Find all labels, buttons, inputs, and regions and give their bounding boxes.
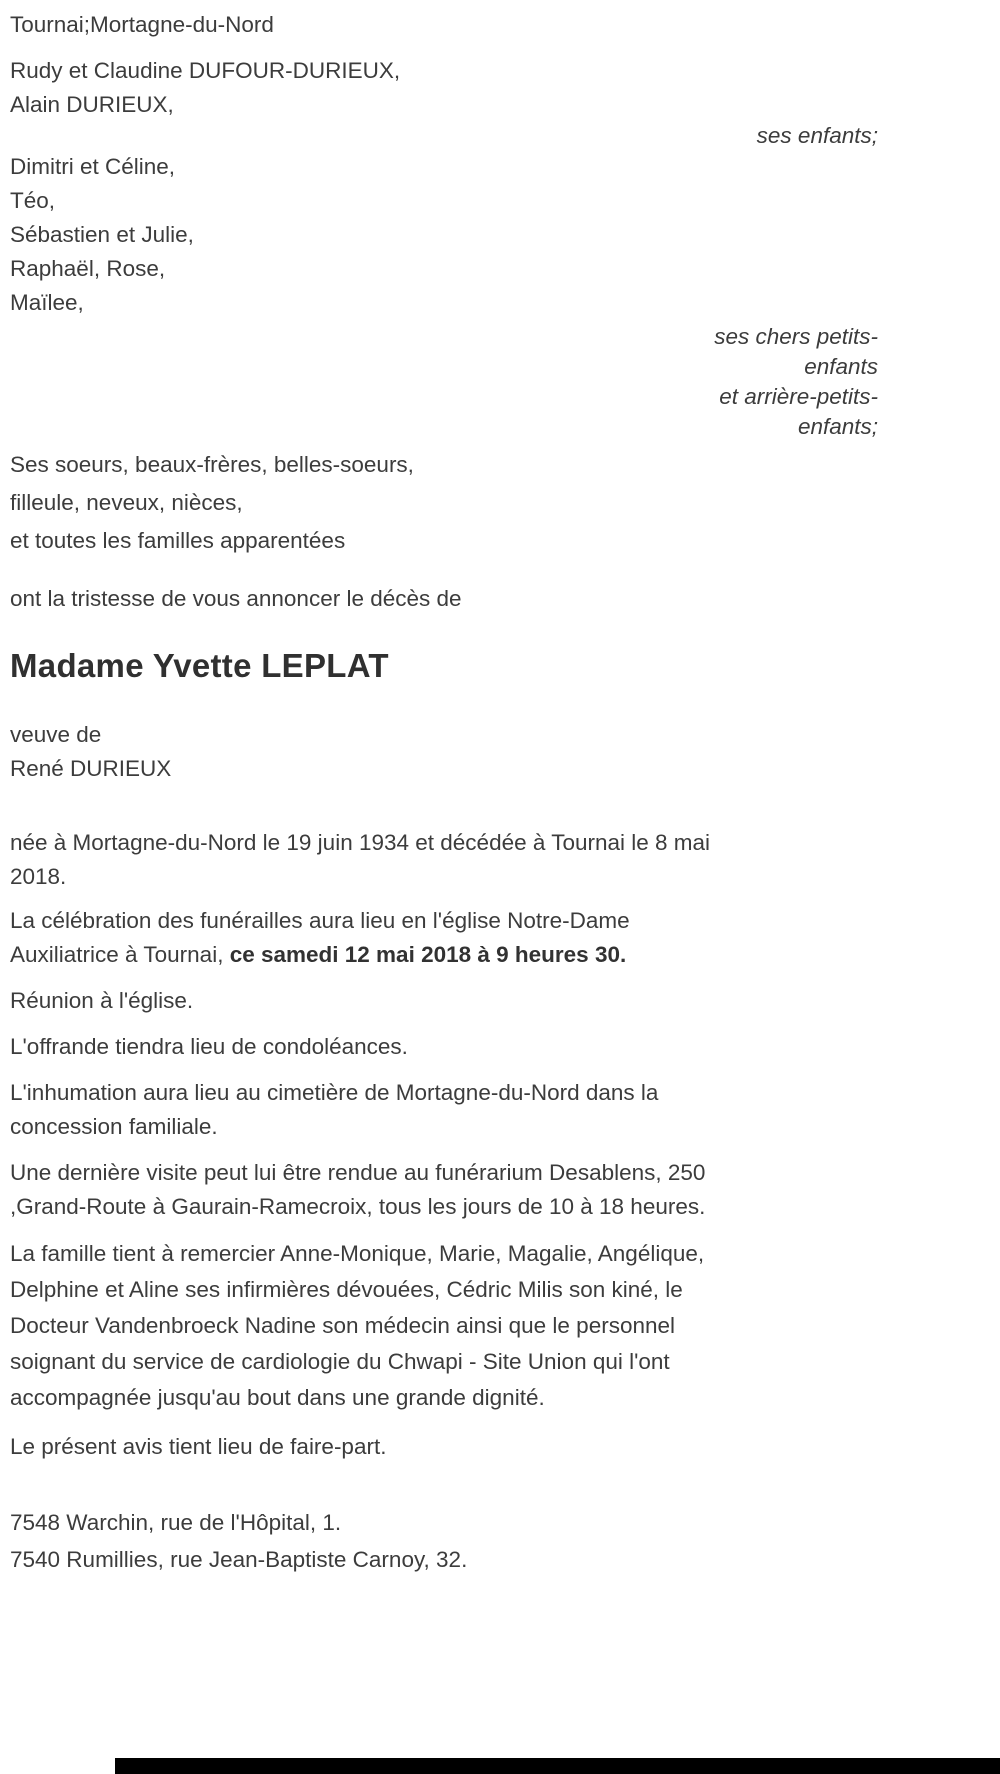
burial-paragraph: L'inhumation aura lieu au cimetière de Mortagne-du-Nord dans la concession familiale.	[10, 1080, 659, 1139]
grandchildren-relation-label: ses chers petits- enfants et arrière-petits- enfants;	[714, 324, 878, 439]
funeral-line2	[10, 938, 878, 972]
offering-line: L'offrande tiendra lieu de condoléances.	[10, 1034, 408, 1059]
thanks-paragraph: La famille tient à remercier Anne-Monique, Marie, Magalie, Angélique, Delphine et Aline ses infirmières dévouées, Cédric Milis son kiné, le Docteur Vandenbroeck Nadine son médecin ainsi que le personnel soignant du service de cardiologie du Chwapi - Site Union qui l'ont accompagnée jusqu'au bout dans une grande dignité.	[10, 1241, 705, 1410]
funeral-line1: La célébration des funérailles aura lieu en l'église Notre-Dame	[10, 908, 630, 933]
announcement-line: ont la tristesse de vous annoncer le décès de	[10, 586, 462, 611]
children-relation-label: ses enfants;	[756, 123, 878, 148]
closing-line: Le présent avis tient lieu de faire-part.	[10, 1434, 387, 1459]
city-line: Tournai;Mortagne-du-Nord	[10, 12, 274, 37]
bottom-black-bar	[115, 1758, 1000, 1774]
birth-death-paragraph: née à Mortagne-du-Nord le 19 juin 1934 et décédée à Tournai le 8 mai 2018.	[10, 830, 711, 889]
funeral-paragraph	[10, 904, 878, 972]
other-family-lines: Ses soeurs, beaux-frères, belles-soeurs, filleule, neveux, nièces, et toutes les familles apparentées	[10, 452, 414, 553]
last-visit-paragraph: Une dernière visite peut lui être rendue au funérarium Desablens, 250 ,Grand-Route à Gaurain-Ramecroix, tous les jours de 10 à 18 heures.	[10, 1160, 706, 1219]
grandchildren-names: Dimitri et Céline, Téo, Sébastien et Julie, Raphaël, Rose, Maïlee,	[10, 154, 194, 315]
widow-of-block: veuve de René DURIEUX	[10, 722, 172, 781]
funeral-datetime: ce samedi 12 mai 2018 à 9 heures 30.	[229, 942, 627, 967]
funeral-line2-normal: Auxiliatrice à Tournai,	[10, 942, 230, 967]
meeting-line: Réunion à l'église.	[10, 988, 194, 1013]
addresses-block: 7548 Warchin, rue de l'Hôpital, 1. 7540 Rumillies, rue Jean-Baptiste Carnoy, 32.	[10, 1510, 468, 1572]
children-names: Rudy et Claudine DUFOUR-DURIEUX, Alain DURIEUX,	[10, 58, 401, 117]
deceased-name-heading: Madame Yvette LEPLAT	[10, 647, 389, 684]
